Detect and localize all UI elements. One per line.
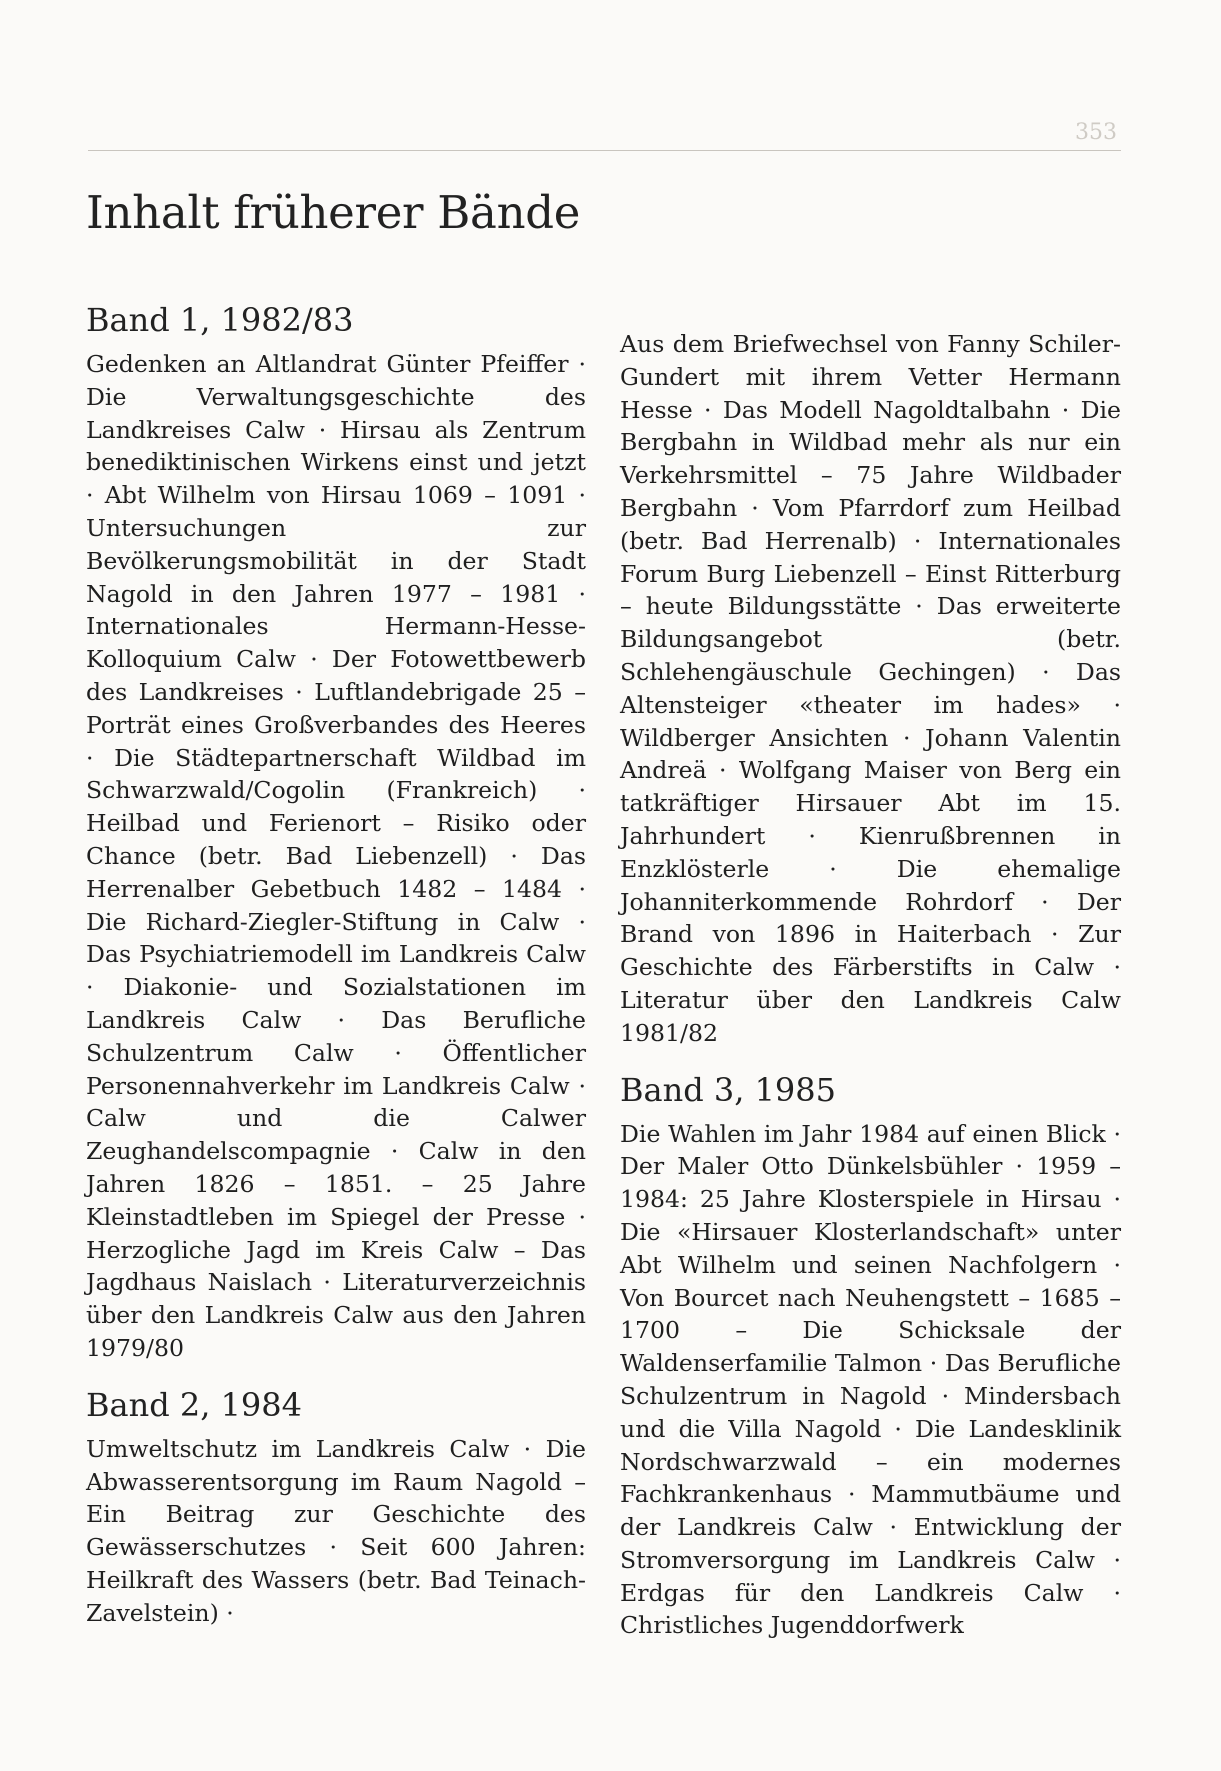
volume-2-contents-part-2: Aus dem Briefwechsel von Fanny Schiler-Gundert mit ihrem Vetter Hermann Hesse · Das Modell Nagoldtalbahn · Die Bergbahn in Wildbad mehr als nur ein Verkehrsmittel – 75 Jahre Wildbader Bergbahn · Vom Pfarrdorf zum Heilbad (betr. Bad Herrenalb) · Internationales Forum Burg Liebenzell – Einst Ritterburg – heute Bildungsstätte · Das erweiterte Bildungsangebot (betr. Schlehengäuschule Gechingen) · Das Altensteiger «theater im hades» · Wildberger Ansichten · Johann Valentin Andreä · Wolfgang Maiser von Berg ein tatkräftiger Hirsauer Abt im 15. Jahrhundert · Kienrußbrennen in Enzklösterle · Die ehemalige Johanniterkommende Rohrdorf · Der Brand von 1896 in Haiterbach · Zur Geschichte des Färberstifts in Calw · Literatur über den Landkreis Calw 1981/82 (620, 330, 1121, 1047)
volume-1-heading: Band 1, 1982/83 (86, 301, 354, 339)
left-column (86, 300, 586, 1649)
volume-3-contents: Die Wahlen im Jahr 1984 auf einen Blick · Der Maler Otto Dünkelsbühler · 1959 – 1984: 25 Jahre Klosterspiele in Hirsau · Die «Hirsauer Klosterlandschaft» unter Abt Wilhelm und seinen Nachfolgern · Von Bourcet nach Neuhengstett – 1685 – 1700 – Die Schicksale der Waldenserfamilie Talmon · Das Berufliche Schulzentrum in Nagold · Mindersbach und die Villa Nagold · Die Landesklinik Nordschwarzwald – ein modernes Fachkrankenhaus · Mammutbäume und der Landkreis Calw · Entwicklung der Stromversorgung im Landkreis Calw · Erdgas für den Landkreis Calw · Christliches Jugenddorfwerk (620, 1119, 1121, 1640)
volume-3-heading: Band 3, 1985 (620, 1070, 836, 1109)
volume-2-heading: Band 2, 1984 (86, 1385, 302, 1424)
header-rule (88, 150, 1121, 151)
page-number: 353 (1075, 120, 1117, 145)
right-column (620, 328, 1121, 1662)
page-title: Inhalt früherer Bände (86, 186, 581, 239)
volume-1-contents: Gedenken an Altlandrat Günter Pfeiffer · Die Verwaltungsgeschichte des Landkreises Calw · Hirsau als Zentrum benediktinischen Wirkens einst und jetzt · Abt Wilhelm von Hirsau 1069 – 1091 · Untersuchungen zur Bevölkerungsmobilität in der Stadt Nagold in den Jahren 1977 – 1981 · Internationales Hermann-Hesse-Kolloquium Calw · Der Fotowettbewerb des Landkreises · Luftlandebrigade 25 – Porträt eines Großverbandes des Heeres · Die Städtepartnerschaft Wildbad im Schwarzwald/Cogolin (Frankreich) · Heilbad und Ferienort – Risiko oder Chance (betr. Bad Liebenzell) · Das Herrenalber Gebetbuch 1482 – 1484 · Die Richard-Ziegler-Stiftung in Calw · Das Psychiatriemodell im Landkreis Calw · Diakonie- und Sozialstationen im Landkreis Calw · Das Berufliche Schulzentrum Calw · Öffentlicher Personennahverkehr im Landkreis Calw · Calw und die Calwer Zeughandelscompagnie · Calw in den Jahren 1826 – 1851. – 25 Jahre Kleinstadtleben im Spiegel der Presse · Herzogliche Jagd im Kreis Calw – Das Jagdhaus Naislach · Literaturverzeichnis über den Landkreis Calw aus den Jahren 1979/80 (86, 350, 586, 1362)
volume-2-contents-part-1: Umweltschutz im Landkreis Calw · Die Abwasserentsorgung im Raum Nagold – Ein Beitrag zur Geschichte des Gewässerschutzes · Seit 600 Jahren: Heilkraft des Wassers (betr. Bad Teinach-Zavelstein) · (86, 1434, 586, 1627)
